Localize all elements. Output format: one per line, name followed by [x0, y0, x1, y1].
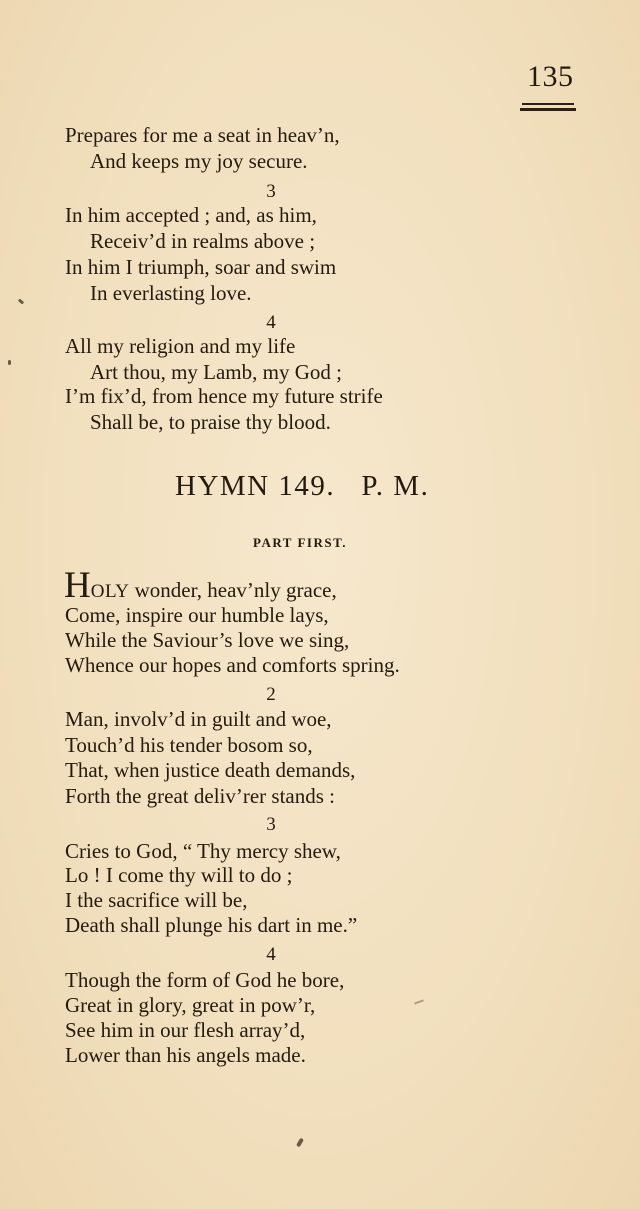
verse-line: That, when justice death demands,: [65, 758, 356, 782]
verse-line: Touch’d his tender bosom so,: [65, 733, 313, 757]
verse-line: In him I triumph, soar and swim: [65, 255, 337, 279]
paper-speck: [8, 360, 11, 365]
verse-line: In everlasting love.: [90, 281, 252, 305]
verse-line: Art thou, my Lamb, my God ;: [90, 360, 342, 384]
verse-number: 4: [266, 944, 276, 965]
verse-line: Cries to God, “ Thy mercy shew,: [65, 839, 341, 863]
verse-line: Whence our hopes and comforts spring.: [65, 653, 400, 677]
drop-cap-letter: H: [64, 565, 91, 606]
header-rule: [522, 103, 574, 105]
verse-number: 4: [266, 312, 276, 333]
verse-line: I’m fix’d, from hence my future strife: [65, 384, 383, 408]
verse-line: Though the form of God he bore,: [65, 968, 345, 992]
verse-number: 3: [266, 814, 276, 835]
verse-number: 2: [266, 684, 276, 705]
verse-line: Lower than his angels made.: [65, 1043, 306, 1067]
verse-number: 3: [266, 181, 276, 202]
part-title: PART FIRST.: [253, 535, 348, 550]
paper-speck: [18, 298, 25, 304]
small-caps-text: OLY: [90, 581, 130, 602]
verse-line: Come, inspire our humble lays,: [65, 603, 329, 627]
verse-line: Forth the great deliv’rer stands :: [65, 784, 336, 808]
paper-speck: [296, 1138, 304, 1148]
verse-line: See him in our flesh array’d,: [65, 1018, 306, 1042]
verse-line: Great in glory, great in pow’r,: [65, 993, 316, 1017]
verse-line: In him accepted ; and, as him,: [65, 203, 317, 227]
verse-line: Receiv’d in realms above ;: [90, 229, 316, 253]
verse-line: Man, involv’d in guilt and woe,: [65, 707, 332, 731]
header-rule-thick: [520, 108, 576, 111]
verse-line: Prepares for me a seat in heav’n,: [65, 123, 340, 147]
verse-line: And keeps my joy secure.: [90, 149, 308, 173]
hymn-title: HYMN 149. P. M.: [175, 470, 430, 502]
first-line-rest: wonder, heav’nly grace,: [129, 578, 337, 602]
verse-line: While the Saviour’s love we sing,: [65, 628, 350, 652]
verse-line: I the sacrifice will be,: [65, 888, 248, 912]
verse-line: Death shall plunge his dart in me.”: [65, 913, 358, 937]
verse-line: Shall be, to praise thy blood.: [90, 410, 331, 434]
page-number: 135: [527, 60, 574, 93]
verse-line: All my religion and my life: [65, 334, 296, 358]
first-verse-line: [64, 567, 337, 604]
verse-line: Lo ! I come thy will to do ;: [65, 863, 293, 887]
paper-speck: [414, 999, 424, 1004]
